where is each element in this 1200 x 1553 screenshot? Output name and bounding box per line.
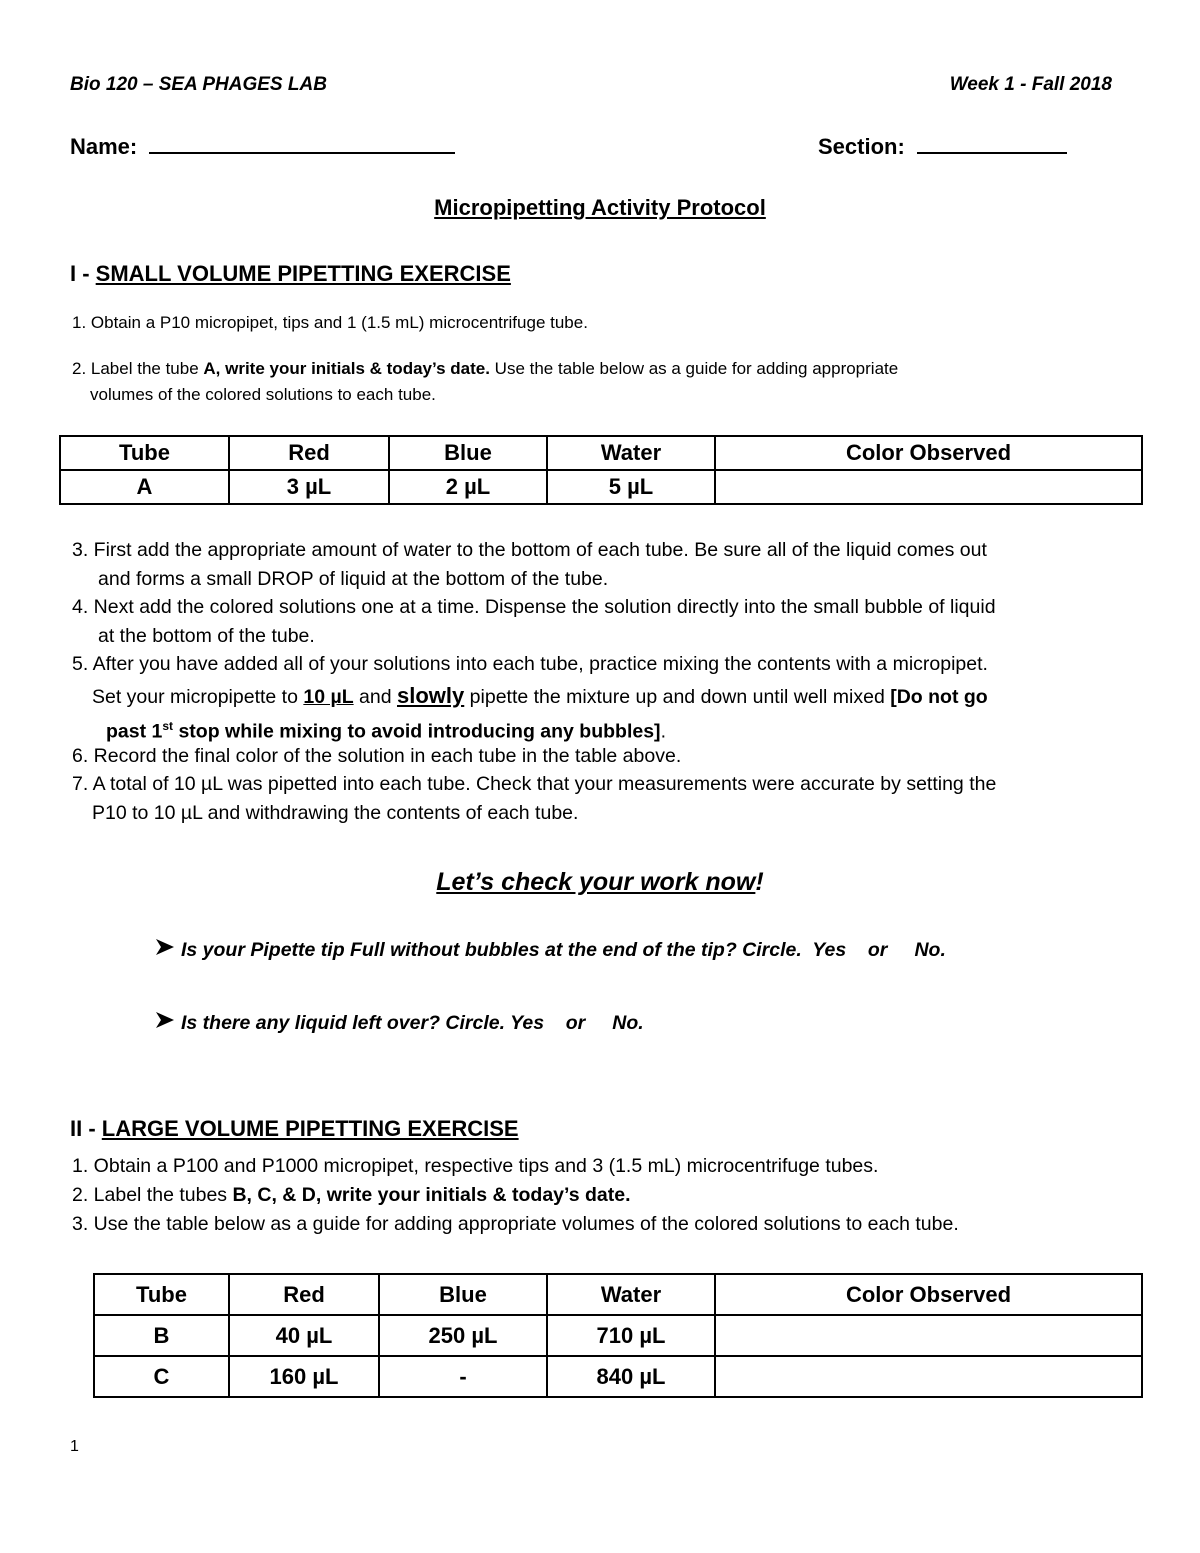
table-row — [94, 1356, 1142, 1397]
cell-water: 710 µL — [547, 1315, 715, 1356]
part1-step-2 — [72, 356, 898, 382]
section-label: Section: — [818, 134, 905, 159]
header-color-observed: Color Observed — [715, 1274, 1142, 1315]
header-water: Water — [547, 1274, 715, 1315]
cell-red: 160 µL — [229, 1356, 379, 1397]
step5-text-mix: pipette the mixture up and down until well mixed — [464, 686, 891, 708]
step5-volume: 10 µL — [303, 686, 354, 708]
part1-step-6: 6. Record the final color of the solution in each tube in the table above. — [72, 745, 682, 767]
name-label: Name: — [70, 134, 138, 159]
cell-color-observed[interactable] — [715, 1356, 1142, 1397]
header-blue: Blue — [379, 1274, 547, 1315]
part2-step-2 — [72, 1181, 631, 1210]
name-field — [70, 132, 455, 160]
large-volume-table — [93, 1273, 1143, 1398]
table-header-row — [94, 1274, 1142, 1315]
table-row — [60, 470, 1142, 504]
part1-heading — [70, 261, 511, 287]
header-color-observed: Color Observed — [715, 436, 1142, 470]
step5-text: Set your micropipette to — [92, 686, 304, 708]
step5-period: . — [660, 720, 666, 743]
header-red: Red — [229, 1274, 379, 1315]
check-heading-text: Let’s check your work now — [436, 868, 756, 896]
check-question-1-text: Is your Pipette tip Full without bubbles at the end of the tip? Circle. Yes or No. — [181, 939, 946, 961]
cell-tube: A — [60, 470, 229, 504]
part1-step-5: 5. After you have added all of your solutions into each tube, practice mixing the contents with a micropipet. — [72, 653, 988, 675]
check-heading-exclamation: ! — [755, 868, 764, 896]
section-field — [818, 132, 1067, 160]
part2-step-2-bold: B, C, & D, write your initials & today’s date. — [232, 1184, 631, 1206]
part1-step-7: 7. A total of 10 µL was pipetted into each tube. Check that your measurements were accurate by setting the — [72, 773, 997, 795]
arrow-bullet-icon — [155, 938, 181, 962]
cell-red: 3 µL — [229, 470, 389, 504]
part1-step-7-continued: P10 to 10 µL and withdrawing the contents of each tube. — [92, 801, 579, 824]
cell-tube: B — [94, 1315, 229, 1356]
part1-heading-text: SMALL VOLUME PIPETTING EXERCISE — [95, 261, 511, 286]
week-header: Week 1 - Fall 2018 — [949, 74, 1112, 95]
name-blank[interactable] — [149, 132, 455, 154]
cell-blue: 2 µL — [389, 470, 547, 504]
page-title: Micropipetting Activity Protocol — [434, 195, 766, 220]
table-row — [94, 1315, 1142, 1356]
check-question-1 — [155, 938, 946, 962]
cell-color-observed[interactable] — [715, 1315, 1142, 1356]
cell-tube: C — [94, 1356, 229, 1397]
check-heading — [0, 868, 1200, 897]
cell-color-observed[interactable] — [715, 470, 1142, 504]
cell-blue: - — [379, 1356, 547, 1397]
step5-warning-start: [Do not go — [890, 686, 988, 708]
header-red: Red — [229, 436, 389, 470]
part1-step-2-text-end: Use the table below as a guide for adding appropriate — [489, 359, 899, 378]
part2-step-1: 1. Obtain a P100 and P1000 micropipet, respective tips and 3 (1.5 mL) microcentrifuge tubes. — [72, 1155, 879, 1177]
part1-step-5-line2 — [92, 682, 988, 712]
part1-step-2-text: 2. Label the tube — [72, 359, 204, 378]
cell-red: 40 µL — [229, 1315, 379, 1356]
part1-step-3-continued: and forms a small DROP of liquid at the bottom of the tube. — [98, 567, 609, 590]
check-question-2 — [155, 1011, 644, 1035]
part1-heading-prefix: I - — [70, 261, 96, 286]
check-question-2-text: Is there any liquid left over? Circle. Yes or No. — [181, 1012, 644, 1034]
step5-text-and: and — [353, 686, 397, 708]
part1-step-4: 4. Next add the colored solutions one at a time. Dispense the solution directly into the small bubble of liquid — [72, 596, 996, 618]
cell-blue: 250 µL — [379, 1315, 547, 1356]
part1-step-2-bold: A, write your initials & today’s date. — [203, 359, 490, 378]
part2-heading-text: LARGE VOLUME PIPETTING EXERCISE — [101, 1116, 519, 1141]
part2-heading — [70, 1116, 519, 1142]
cell-water: 5 µL — [547, 470, 715, 504]
page-number: 1 — [70, 1438, 79, 1455]
step5-warning-end: stop while mixing to avoid introducing any bubbles] — [173, 720, 661, 743]
part2-step-3: 3. Use the table below as a guide for adding appropriate volumes of the colored solutions to each tube. — [72, 1213, 959, 1235]
header-tube: Tube — [94, 1274, 229, 1315]
step5-superscript: st — [162, 719, 174, 733]
header-blue: Blue — [389, 436, 547, 470]
course-header: Bio 120 – SEA PHAGES LAB — [70, 74, 327, 95]
arrow-bullet-icon — [155, 1011, 181, 1035]
header-water: Water — [547, 436, 715, 470]
part2-heading-prefix: II - — [70, 1116, 102, 1141]
part1-step-1: 1. Obtain a P10 micropipet, tips and 1 (1.5 mL) microcentrifuge tube. — [72, 313, 588, 332]
small-volume-table — [59, 435, 1143, 505]
part1-step-2-continued: volumes of the colored solutions to each tube. — [90, 385, 436, 404]
step5-warning-past: past 1 — [106, 720, 163, 743]
section-blank[interactable] — [917, 132, 1067, 154]
part2-step-2-text: 2. Label the tubes — [72, 1184, 233, 1206]
header-tube: Tube — [60, 436, 229, 470]
part1-step-5-line3 — [106, 712, 666, 746]
part1-step-4-continued: at the bottom of the tube. — [98, 624, 315, 647]
cell-water: 840 µL — [547, 1356, 715, 1397]
table-header-row — [60, 436, 1142, 470]
step5-slowly: slowly — [397, 683, 465, 708]
part1-step-3: 3. First add the appropriate amount of water to the bottom of each tube. Be sure all of the liquid comes out — [72, 539, 987, 561]
